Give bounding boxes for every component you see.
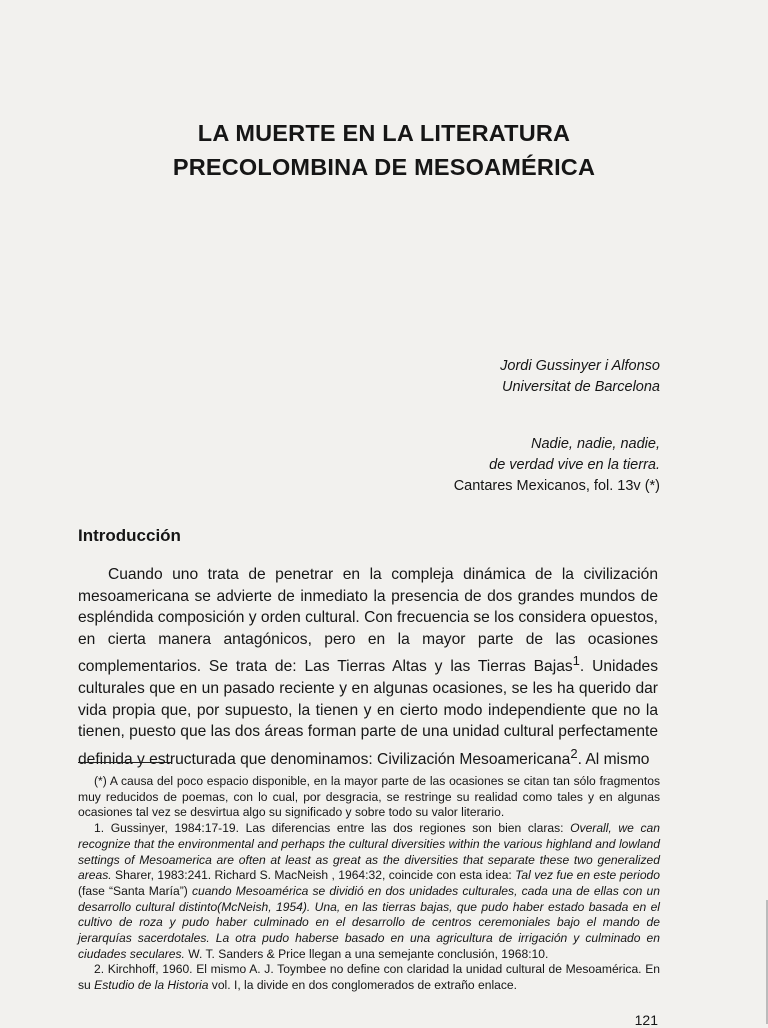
- footnote-1-quote-c: cuando Mesoamérica se dividió en dos unidades culturales, cada una de ellas con un desarrollo cultural distinto(McNeish, 1954). Una, en las tierras bajas, que pudo haber estado basada en el cultivo de roza y pudo haber culminado en el desarrollo de centros ceremoniales bajo el mando de jerarquías sacerdotales. La otra pudo haberse basado en una agricultura de irrigación y culminado en ciudades seculares.: [78, 883, 660, 961]
- footnotes: [78, 774, 660, 994]
- title-line-1: LA MUERTE EN LA LITERATURA: [197, 120, 571, 146]
- section-heading: Introducción: [78, 526, 181, 545]
- footnote-2-text-b: vol. I, la divide en dos conglomerados de extraño enlace.: [208, 978, 518, 993]
- epigraph-line-2: de verdad vive en la tierra.: [489, 457, 660, 473]
- footnote-1-text-d: W. T. Sanders & Price llegan a una semejante conclusión, 1968:10.: [184, 946, 549, 961]
- footnote-1-text-a: 1. Gussinyer, 1984:17-19. Las diferencias entre las dos regiones son bien claras:: [94, 821, 571, 836]
- epigraph-source: Cantares Mexicanos, fol. 13v (*): [453, 478, 660, 494]
- footnote-ref-2: 2: [570, 745, 578, 761]
- title-line-2: PRECOLOMBINA DE MESOAMÉRICA: [172, 154, 596, 180]
- paragraph-text-c: . Al mismo: [577, 751, 650, 769]
- footnote-1-text-b: Sharer, 1983:241. Richard S. MacNeish , 1964:32, coincide con esta idea:: [111, 868, 516, 883]
- epigraph-line-1: Nadie, nadie, nadie,: [531, 436, 660, 452]
- footnote-2-text-a: 2. Kirchhoff, 1960. El mismo A. J. Toymbee no define con claridad la unidad cultural de Mesoamérica. En su: [78, 962, 660, 993]
- author-name: Jordi Gussinyer i Alfonso: [500, 358, 660, 374]
- author-block: [500, 356, 660, 398]
- article-title: [0, 116, 768, 184]
- body-text: [78, 564, 658, 771]
- footnote-star: (*) A causa del poco espacio disponible, en la mayor parte de las ocasiones se citan tan sólo fragmentos muy reducidos de poemas, con lo cual, por desgracia, se restringe su realidad como tales y en algunas ocasiones tal vez se desvirtua algo su significado y sobre todo su valor literario.: [78, 774, 660, 820]
- author-affiliation: Universitat de Barcelona: [502, 379, 660, 395]
- epigraph: [454, 434, 660, 497]
- paragraph: [78, 564, 658, 771]
- paragraph-text-b: . Unidades culturales que en un pasado reciente y en algunas ocasiones, se les ha querido dar vida propia que, por supuesto, la tienen y en cierto modo independiente que no la tienen, puesto que las dos áreas forman parte de una unidad cultural perfectamente definida y estructurada que denominamos: Civilización Mesoamericana: [78, 658, 658, 769]
- footnote-1-text-c: (fase “Santa María”): [78, 883, 192, 898]
- footnote-1-quote-b: Tal vez fue en este periodo: [515, 868, 660, 883]
- page-number: 121: [634, 1012, 658, 1028]
- footnote-1-quote-a: Overall, we can recognize that the environmental and perhaps the cultural diversities within the various highland and lowland settings of Mesoamerica are often at least as great as the diversities that separate these two generalized areas.: [78, 821, 660, 883]
- footnote-2: [78, 962, 660, 993]
- footnote-divider: [78, 762, 172, 763]
- paragraph-text-a: Cuando uno trata de penetrar en la compleja dinámica de la civilización mesoamericana se advierte de inmediato la presencia de dos grandes mundos de espléndida composición y orden cultural. Con frecuencia se los considera opuestos, en cierta manera antagónicos, pero en la mayor parte de las ocasiones complementarios. Se trata de: Las Tierras Altas y las Tierras Bajas: [78, 566, 658, 676]
- footnote-ref-1: 1: [572, 653, 580, 669]
- footnote-1: [78, 821, 660, 962]
- footnote-2-book-title: Estudio de la Historia: [94, 978, 209, 993]
